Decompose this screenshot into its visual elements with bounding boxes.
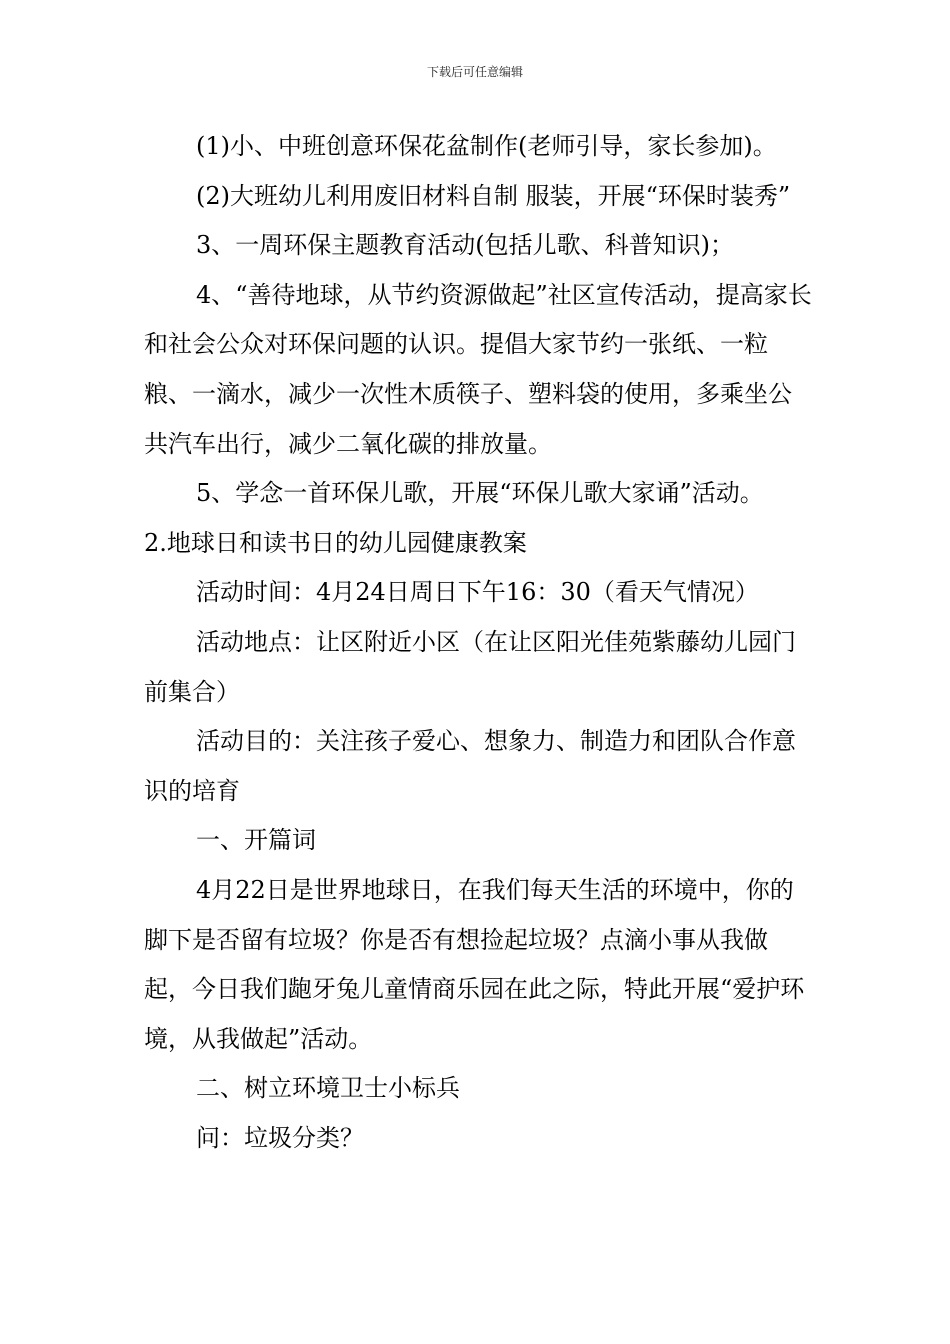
list-item-5: 5、学念一首环保儿歌，开展“环保儿歌大家诵”活动。 (196, 479, 764, 508)
page-header: 下载后可任意编辑 (426, 65, 523, 79)
heading-environment-guard: 二、树立环境卫士小标兵 (196, 1074, 460, 1103)
activity-place: 活动地点：让区附近小区（在让区阳光佳苑紫藤幼儿园门前集合） (144, 627, 796, 706)
list-item-4: 4、“善待地球，从节约资源做起”社区宣传活动，提高家长和社会公众对环保问题的认识。提倡大家节约一张纸、一粒粮、一滴水，减少一次性木质筷子、塑料袋的使用，多乘坐公共汽车出行，减少二氧化碳的排放量。 (144, 280, 812, 458)
opening-paragraph: 4月22日是世界地球日，在我们每天生活的环境中，你的脚下是否留有垃圾？你是否有想捡起垃圾？点滴小事从我做起，今日我们龅牙兔儿童情商乐园在此之际，特此开展“爱护环境，从我做起”活动。 (144, 875, 805, 1053)
section-title: 2.地球日和读书日的幼儿园健康教案 (144, 528, 527, 557)
list-item-1: (1)小、中班创意环保花盆制作(老师引导，家长参加)。 (196, 132, 777, 160)
heading-opening: 一、开篇词 (196, 826, 316, 855)
activity-time: 活动时间：4月24日周日下午16：30（看天气情况） (196, 578, 759, 607)
list-item-3: 3、一周环保主题教育活动(包括儿歌、科普知识)； (196, 231, 734, 260)
question-line: 问：垃圾分类？ (196, 1123, 364, 1152)
activity-purpose: 活动目的：关注孩子爱心、想象力、制造力和团队合作意识的培育 (144, 727, 796, 805)
document-body (144, 122, 814, 1163)
list-item-2: (2)大班幼儿利用废旧材料自制 服装，开展“环保时装秀” (196, 181, 791, 210)
